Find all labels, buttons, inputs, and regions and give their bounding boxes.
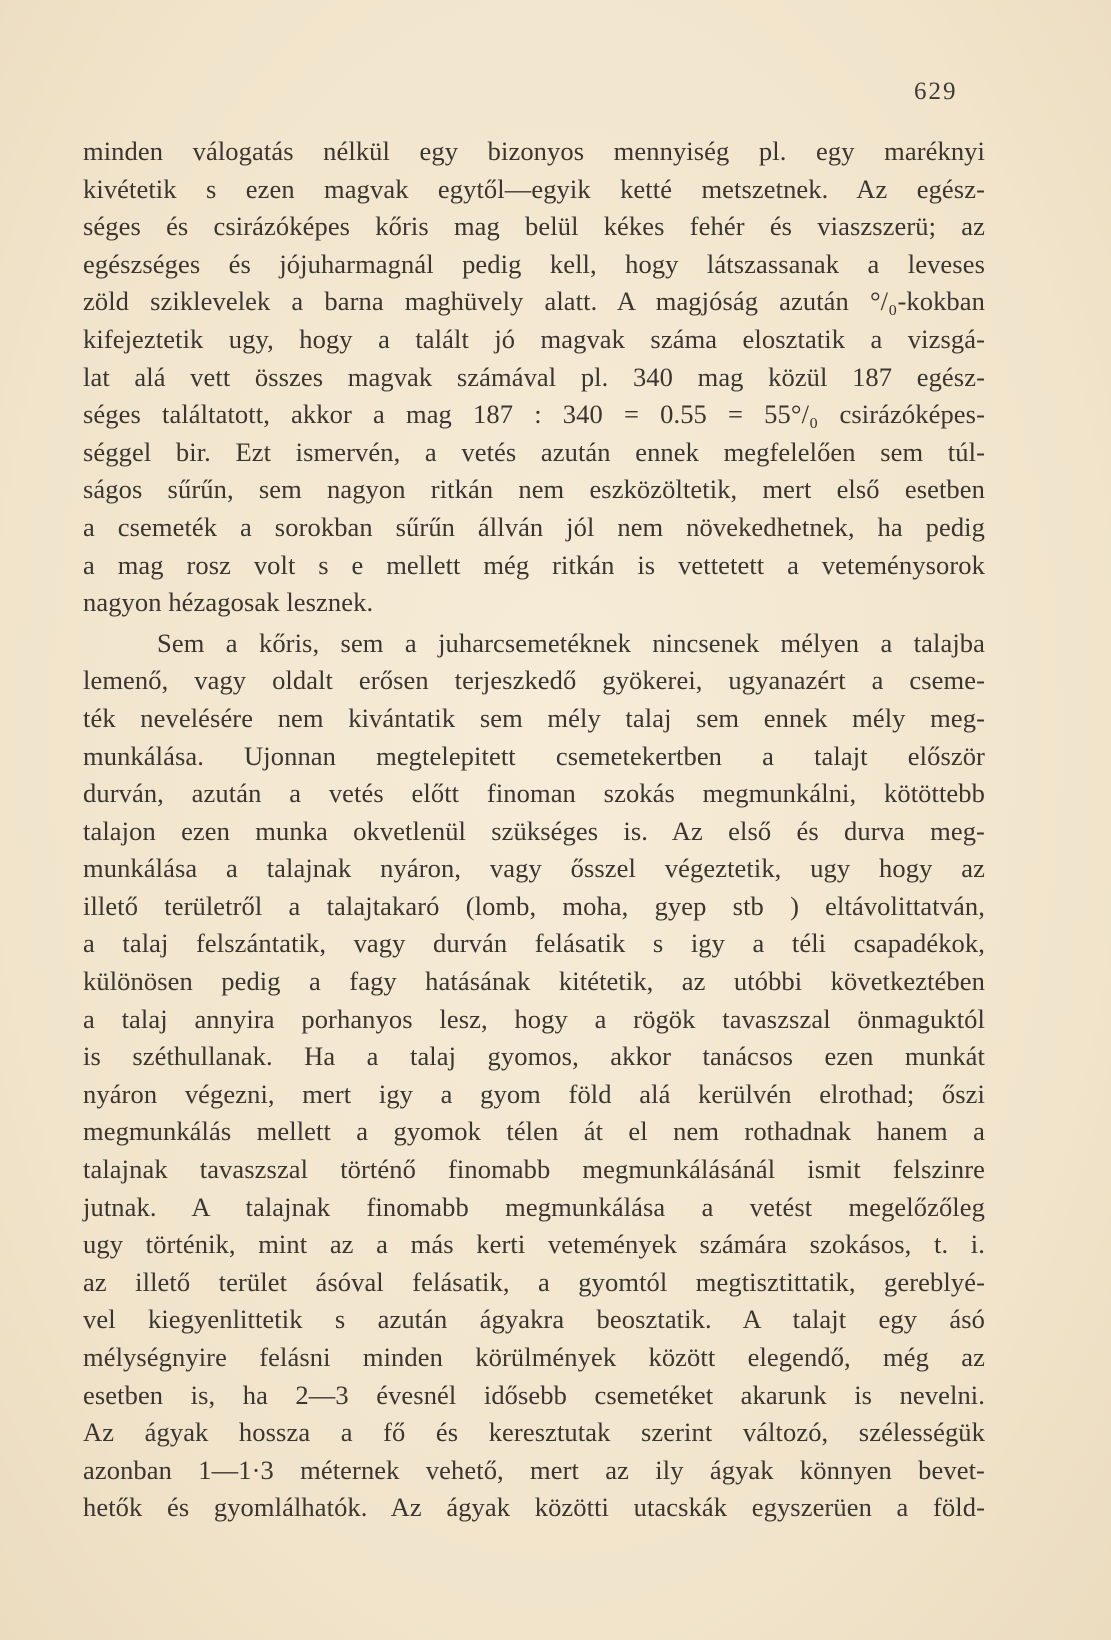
text-line: lat alá vett összes magvak számával pl. 340 mag közül 187 egész- [83, 361, 985, 392]
text-line: a talaj annyira porhanyos lesz, hogy a rögök tavaszszal önmaguktól [83, 1003, 985, 1034]
text-line: séges találtatott, akkor a mag 187 : 340 = 0.55 = 55°/₀ csirázóképes- [83, 399, 985, 430]
body-text [83, 133, 985, 1527]
text-line: mélységnyire felásni minden körülmények között elegendő, még az [83, 1342, 985, 1372]
text-line: minden válogatás nélkül egy bizonyos mennyiség pl. egy maréknyi [83, 136, 985, 166]
text-line: Sem a kőris, sem a juharcsemetéknek nincsenek mélyen a talajba [157, 627, 985, 658]
text-line: munkálása a talajnak nyáron, vagy ősszel végeztetik, ugy hogy az [83, 853, 985, 884]
text-line: is széthullanak. Ha a talaj gyomos, akkor tanácsos ezen munkát [83, 1041, 985, 1072]
text-line: hetők és gyomlálhatók. Az ágyak közötti utacskák egyszerüen a föld- [83, 1492, 985, 1523]
text-line: különösen pedig a fagy hatásának kitétetik, az utóbbi következtében [83, 966, 985, 997]
text-line: egészséges és jójuharmagnál pedig kell, hogy látszassanak a leveses [83, 248, 985, 279]
text-line: lemenő, vagy oldalt erősen terjeszkedő gyökerei, ugyanazért a cseme- [83, 665, 985, 696]
text-line: durván, azután a vetés előtt finoman szokás megmunkálni, kötöttebb [83, 778, 985, 809]
text-line: nyáron végezni, mert igy a gyom föld alá kerülvén elrothad; őszi [83, 1078, 985, 1109]
text-line: ugy történik, mint az a más kerti vetemények számára szokásos, t. i. [83, 1229, 985, 1260]
text-line: kivétetik s ezen magvak egytől—egyik ketté metszetnek. Az egész- [83, 173, 985, 204]
text-line: esetben is, ha 2—3 évesnél idősebb csemetéket akarunk is nevelni. [83, 1379, 985, 1410]
text-line: megmunkálás mellett a gyomok télen át el nem rothadnak hanem a [83, 1116, 985, 1147]
paragraph-2 [83, 625, 985, 1527]
text-line: talajnak tavaszszal történő finomabb megmunkálásánál ismit felszinre [83, 1154, 985, 1185]
text-line: jutnak. A talajnak finomabb megmunkálása a vetést megelőzőleg [83, 1191, 985, 1222]
page-number: 629 [914, 78, 958, 105]
text-line: zöld sziklevelek a barna maghüvely alatt. A magjóság azután °/₀-kokban [83, 286, 985, 317]
text-line: illető területről a talajtakaró (lomb, moha, gyep stb ) eltávolittatván, [83, 890, 985, 921]
text-line: az illető terület ásóval felásatik, a gyomtól megtisztittatik, gereblyé- [83, 1266, 985, 1297]
text-line: a talaj felszántatik, vagy durván felásatik s igy a téli csapadékok, [83, 928, 985, 959]
text-line: a csemeték a sorokban sűrűn állván jól nem növekedhetnek, ha pedig [83, 511, 985, 542]
text-line: ságos sűrűn, sem nagyon ritkán nem eszközöltetik, mert első esetben [83, 474, 985, 505]
text-line: ték nevelésére nem kivántatik sem mély talaj sem ennek mély meg- [83, 702, 985, 733]
text-line: munkálása. Ujonnan megtelepitett csemetekertben a talajt először [83, 740, 985, 771]
text-line: séggel bir. Ezt ismervén, a vetés azután ennek megfelelően sem túl- [83, 436, 985, 467]
text-line: Az ágyak hossza a fő és keresztutak szerint változó, szélességük [83, 1417, 985, 1448]
text-line: nagyon hézagosak lesznek. [83, 587, 374, 618]
paragraph-1 [83, 133, 985, 622]
text-line: talajon ezen munka okvetlenül szükséges is. Az első és durva meg- [83, 815, 985, 846]
text-line: séges és csirázóképes kőris mag belül kékes fehér és viaszszerü; az [83, 211, 985, 242]
text-line: kifejeztetik ugy, hogy a talált jó magvak száma elosztatik a vizsgá- [83, 323, 985, 354]
text-line: a mag rosz volt s e mellett még ritkán is vettetett a veteménysorok [83, 549, 985, 580]
text-line: vel kiegyenlittetik s azután ágyakra beosztatik. A talajt egy ásó [83, 1304, 985, 1335]
text-line: azonban 1—1·3 méternek vehető, mert az ily ágyak könnyen bevet- [83, 1454, 985, 1485]
